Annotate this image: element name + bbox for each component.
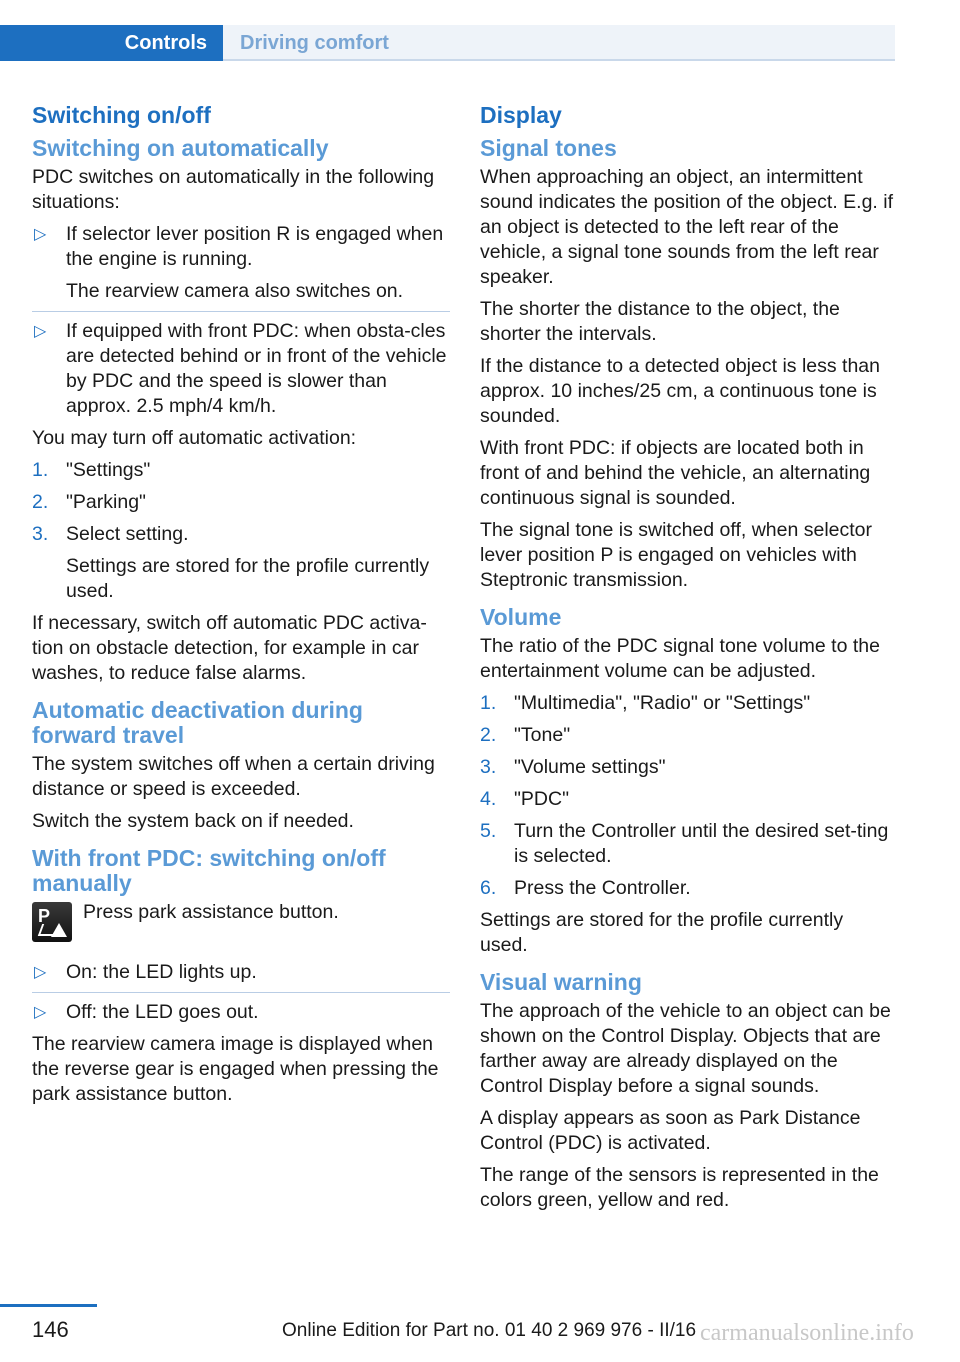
step-text: "PDC" xyxy=(514,788,570,810)
bullet-text: Off: the LED goes out. xyxy=(66,1001,259,1023)
list-item xyxy=(480,787,894,812)
list-item xyxy=(32,490,450,515)
bullet-text: If selector lever position R is engaged when the engine is running. xyxy=(66,223,444,270)
step-text: "Tone" xyxy=(514,724,571,746)
deactivation-text: The system switches off when a certain driving distance or speed is exceeded. xyxy=(32,753,435,800)
triangle-bullet-icon: ▷ xyxy=(34,1004,47,1021)
step-number: 4. xyxy=(480,788,497,810)
step-text: Press the Controller. xyxy=(514,877,691,899)
signal-text: When approaching an object, an intermittent sound indicates the position of the object. E.g. if an object is detected to the left rear of the vehicle, a signal tone sounds from the left rear speaker. xyxy=(480,166,894,288)
visual-text: The range of the sensors is represented in the colors green, yellow and red. xyxy=(480,1164,879,1211)
display-title: Display xyxy=(480,102,562,128)
list-item xyxy=(480,819,894,869)
visual-heading: Visual warning xyxy=(480,969,642,995)
watermark: carmanualsonline.info xyxy=(700,1320,914,1346)
right-column xyxy=(480,100,894,1220)
step-number: 1. xyxy=(32,459,49,481)
signal-heading: Signal tones xyxy=(480,135,617,161)
step-text: "Parking" xyxy=(66,491,146,513)
triangle-bullet-icon: ▷ xyxy=(34,323,47,340)
step-text: "Settings" xyxy=(66,459,151,481)
volume-stored-text: Settings are stored for the profile currently used. xyxy=(480,909,844,956)
step-number: 1. xyxy=(480,692,497,714)
header-divider xyxy=(223,59,895,61)
header-bar xyxy=(0,25,895,61)
list-item xyxy=(32,319,450,419)
tab-controls[interactable]: Controls xyxy=(0,25,223,61)
signal-text: If the distance to a detected object is less than approx. 10 inches/25 cm, a continuous tone is sounded. xyxy=(480,355,880,427)
signal-text: The signal tone is switched off, when selector lever position P is engaged on vehicles with Steptronic transmission. xyxy=(480,519,873,591)
bullet-subtext: The rearview camera also switches on. xyxy=(66,280,404,302)
step-number: 3. xyxy=(32,523,49,545)
front-pdc-heading: With front PDC: switching on/off manually xyxy=(32,845,386,896)
bullet-text: If equipped with front PDC: when obsta-cles are detected behind or in front of the vehicle by PDC and the speed is slower than approx. 2.5 mph/4 km/h. xyxy=(66,320,447,417)
list-item xyxy=(480,755,894,780)
step-text: Turn the Controller until the desired set-ting is selected. xyxy=(514,820,889,867)
list-item xyxy=(32,1000,450,1025)
park-assistance-button-icon: P xyxy=(32,902,72,942)
tab-driving-comfort[interactable]: Driving comfort xyxy=(223,25,895,61)
visual-text: The approach of the vehicle to an object can be shown on the Control Display. Objects that are farther away are already displayed on the Control Display before a signal sounds. xyxy=(480,1000,891,1097)
auto-intro: PDC switches on automatically in the following situations: xyxy=(32,166,435,213)
deactivation-heading: Automatic deactivation during forward travel xyxy=(32,697,363,748)
step-text: "Multimedia", "Radio" or "Settings" xyxy=(514,692,811,714)
visual-text: A display appears as soon as Park Distance Control (PDC) is activated. xyxy=(480,1107,861,1154)
step-number: 3. xyxy=(480,756,497,778)
step-number: 2. xyxy=(480,724,497,746)
page-number: 146 xyxy=(32,1317,69,1342)
deactivation-text-2: Switch the system back on if needed. xyxy=(32,810,354,832)
list-item xyxy=(480,723,894,748)
park-assist-row xyxy=(32,902,450,946)
step-number: 6. xyxy=(480,877,497,899)
step-text: Select setting. xyxy=(66,523,189,545)
switching-title: Switching on/off xyxy=(32,102,211,128)
step-subtext: Settings are stored for the profile currently used. xyxy=(66,555,430,602)
auto-heading: Switching on automatically xyxy=(32,135,329,161)
necessary-text: If necessary, switch off automatic PDC activa-tion on obstacle detection, for example in car washes, to reduce false alarms. xyxy=(32,612,427,684)
edition-text: Online Edition for Part no. 01 40 2 969 976 - II/16 xyxy=(282,1320,697,1341)
turn-off-text: You may turn off automatic activation: xyxy=(32,427,357,449)
divider xyxy=(32,311,450,312)
list-item xyxy=(32,960,450,985)
triangle-bullet-icon: ▷ xyxy=(34,964,47,981)
step-text: "Volume settings" xyxy=(514,756,666,778)
list-item xyxy=(32,458,450,483)
signal-text: With front PDC: if objects are located both in front of and behind the vehicle, an alternating continuous signal is sounded. xyxy=(480,437,871,509)
signal-text: The shorter the distance to the object, the shorter the intervals. xyxy=(480,298,840,345)
bullet-text: On: the LED lights up. xyxy=(66,961,257,983)
press-button-text: Press park assistance button. xyxy=(83,901,339,923)
list-item xyxy=(32,222,450,304)
left-column xyxy=(32,100,450,1114)
camera-note: The rearview camera image is displayed when the reverse gear is engaged when pressing the park assistance button. xyxy=(32,1033,439,1105)
divider xyxy=(32,992,450,993)
footer-accent-line xyxy=(0,1304,97,1307)
volume-intro: The ratio of the PDC signal tone volume to the entertainment volume can be adjusted. xyxy=(480,635,880,682)
list-item xyxy=(480,876,894,901)
list-item xyxy=(32,522,450,604)
list-item xyxy=(480,691,894,716)
step-number: 2. xyxy=(32,491,49,513)
triangle-bullet-icon: ▷ xyxy=(34,226,47,243)
step-number: 5. xyxy=(480,820,497,842)
volume-heading: Volume xyxy=(480,604,562,630)
